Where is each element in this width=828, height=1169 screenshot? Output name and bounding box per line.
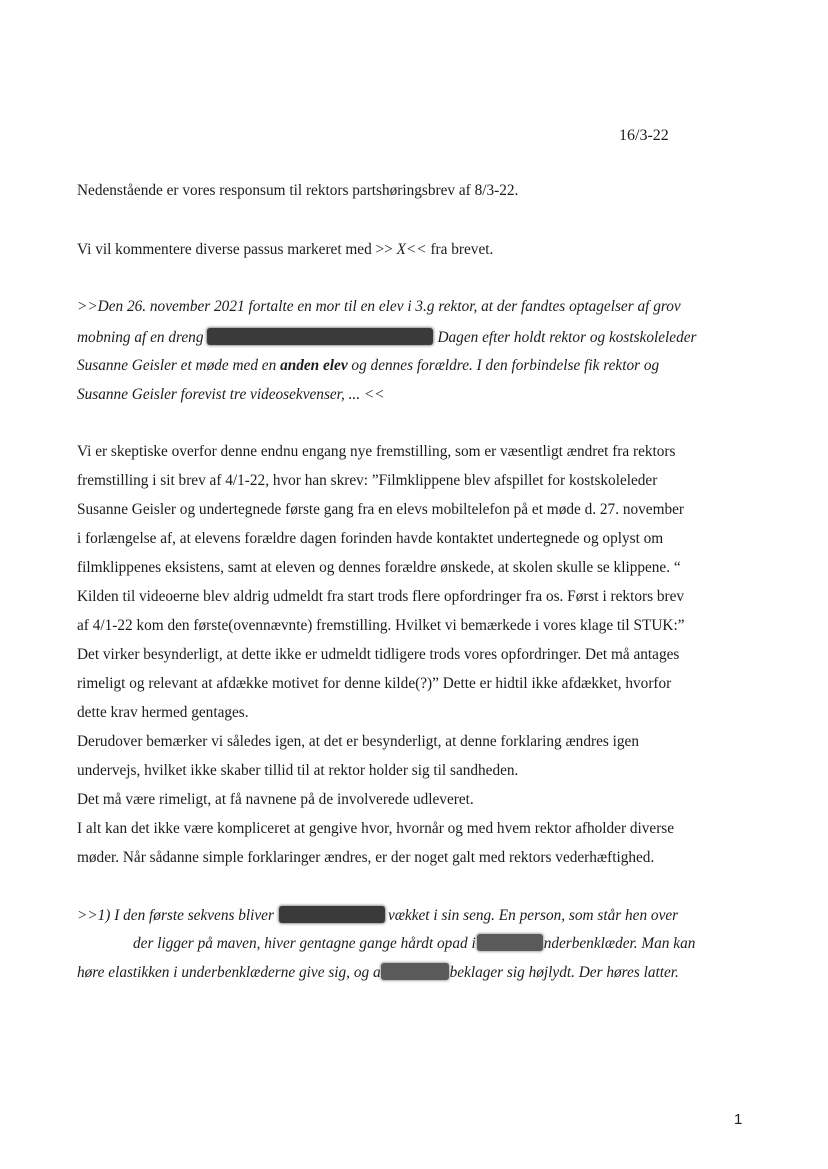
body-line: fremstilling i sit brev af 4/1-22, hvor han skrev: ”Filmklippene blev afspillet for kostskoleleder (77, 472, 658, 489)
quote2-line-1-before: >>1) I den første sekvens bliver (77, 907, 274, 924)
body-line: I alt kan det ikke være kompliceret at gengive hvor, hvornår og med hvem rektor afholder diverse (77, 820, 675, 837)
quote2-line-3 (77, 963, 679, 982)
quote2-line-2 (133, 934, 695, 953)
page-number: 1 (734, 1111, 743, 1128)
body-line: Derudover bemærker vi således igen, at det er besynderligt, at denne forklaring ændres igen (77, 733, 639, 750)
body-line: rimeligt og relevant at afdække motivet for denne kilde(?)” Dette er hidtil ikke afdækket, hvorfor (77, 675, 672, 692)
comment-intro-after: fra brevet. (426, 241, 494, 258)
quote1-line-3-bold: anden elev (280, 357, 348, 374)
quote1-line-3-before: Susanne Geisler et møde med en (77, 357, 281, 374)
quote2-line-3-after: beklager sig højlydt. Der høres latter. (449, 964, 679, 981)
quote2-line-1 (77, 906, 678, 925)
quote1-line-2 (77, 328, 696, 347)
quote1-line-4: Susanne Geisler forevist tre videosekvenser, ... << (77, 386, 385, 403)
quote2-line-2-before: der ligger på maven, hiver gentagne gange hårdt opad i (133, 935, 476, 952)
redaction-bar (279, 906, 385, 923)
body-line: af 4/1-22 kom den første(ovennævnte) fremstilling. Hvilket vi bemærkede i vores klage til STUK:” (77, 617, 685, 634)
comment-intro-before: Vi vil kommentere diverse passus markeret med >> (77, 241, 397, 258)
body-line: i forlængelse af, at elevens forældre dagen forinden havde kontaktet undertegnede og oplyst om (77, 530, 664, 547)
body-line: Susanne Geisler og undertegnede første gang fra en elevs mobiltelefon på et møde d. 27. november (77, 501, 685, 518)
body-line: undervejs, hvilket ikke skaber tillid til at rektor holder sig til sandheden. (77, 762, 519, 779)
quote1-line-3 (77, 357, 659, 375)
quote2-line-2-after: nderbenklæder. Man kan (543, 935, 696, 952)
quote2-line-1-after: vækket i sin seng. En person, som står hen over (387, 907, 679, 924)
letter-date: 16/3-22 (619, 127, 669, 144)
quote1-line-1: >>Den 26. november 2021 fortalte en mor til en elev i 3.g rektor, at der fandtes optagelser af grov (77, 298, 681, 315)
quote2-line-3-before: høre elastikken i underbenklæderne give sig, og a (77, 964, 381, 981)
body-line: Kilden til videoerne blev aldrig udmeldt fra start trods flere opfordringer fra os. Først i rektors brev (77, 588, 685, 605)
body-line: Vi er skeptiske overfor denne endnu engang nye fremstilling, som er væsentligt ændret fra rektors (77, 443, 676, 460)
redaction-bar (477, 934, 543, 951)
redaction-bar (381, 963, 449, 980)
body-line: dette krav hermed gentages. (77, 704, 249, 721)
intro-line: Nedenstående er vores responsum til rektors partshøringsbrev af 8/3-22. (77, 182, 519, 199)
redaction-bar (207, 328, 433, 345)
comment-intro-marker: X<< (396, 241, 427, 258)
body-line: filmklippenes eksistens, samt at eleven og dennes forældre ønskede, at skolen skulle se klippene. “ (77, 559, 681, 576)
body-line: møder. Når sådanne simple forklaringer ændres, er der noget galt med rektors vederhæftighed. (77, 849, 655, 866)
body-line: Det må være rimeligt, at få navnene på de involverede udleveret. (77, 791, 474, 808)
quote1-line-3-after: og dennes forældre. I den forbindelse fik rektor og (347, 357, 660, 374)
body-line: Det virker besynderligt, at dette ikke er udmeldt tidligere trods vores opfordringer. Det må antages (77, 646, 680, 663)
comment-intro-line (77, 241, 493, 259)
quote1-line-2-after: Dagen efter holdt rektor og kostskoleleder (437, 329, 697, 346)
quote1-line-2-before: mobning af en dreng (77, 329, 204, 346)
